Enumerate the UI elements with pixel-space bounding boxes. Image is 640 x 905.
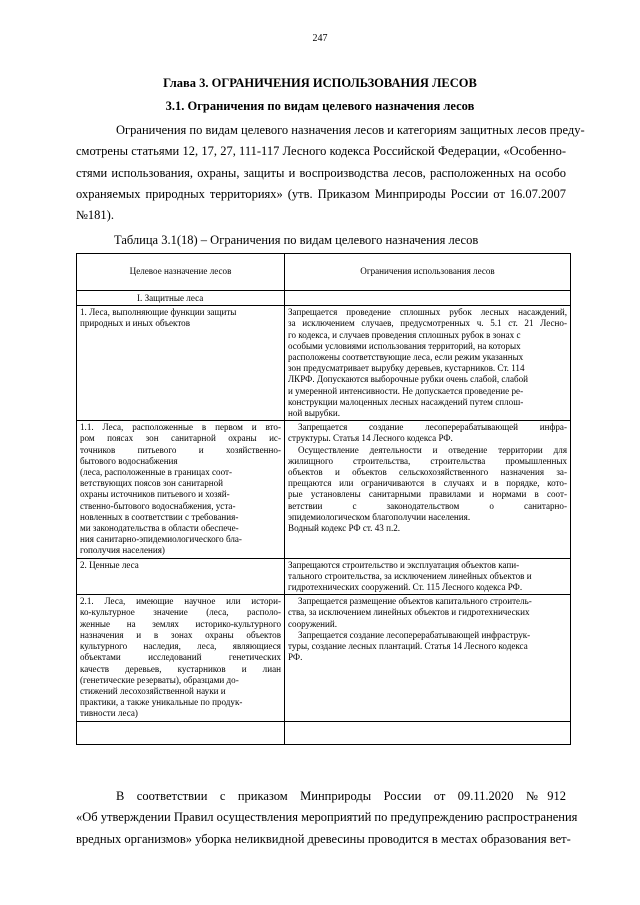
intro-line: смотрены статьями 12, 17, 27, 111-117 Лесного кодекса Российской Федерации, «Особеннo- — [76, 144, 566, 159]
cell-line: объектами исследований генетических — [80, 652, 281, 663]
cell-line: сооружений. — [288, 618, 338, 629]
purpose-cell — [77, 421, 285, 558]
table-row — [77, 306, 571, 421]
intro-line: №181). — [76, 208, 114, 223]
cell-line: точников питьевого и хозяйственно- — [80, 444, 281, 455]
group-label: I. Защитные леса — [77, 291, 285, 306]
cell-line: и умеренной интенсивности. Не допускается проведение ре- — [288, 385, 524, 396]
cell-line: стижений лесохозяйственной науки и — [80, 685, 226, 696]
cell-line: (леса, расположенные в границах соот- — [80, 467, 233, 478]
cell-line: ром поясах зон санитарной охраны ис- — [80, 433, 281, 444]
cell-line: Водный кодекс РФ ст. 43 п.2. — [288, 523, 401, 534]
cell-line: го кодекса, и случаев проведения сплошных рубок в зонах с — [288, 329, 521, 340]
outro-line: «Об утверждении Правил осуществления мероприятий по предупреждению распространения — [76, 810, 578, 825]
cell-line: тивности леса) — [80, 708, 138, 719]
limitations-table — [76, 253, 571, 745]
cell-line: культурного наследия, леса, являющиеся — [80, 641, 281, 652]
cell-line: ми законодательства в области обеспече- — [80, 523, 239, 534]
outro-paragraph — [76, 786, 578, 850]
cell-line: ко-культурное значение (леса, располо- — [80, 607, 281, 618]
cell-line: особыми условиями использования территорий, на которых — [288, 340, 521, 351]
header-limitations: Ограничения использования лесов — [285, 254, 571, 291]
intro-line: охраняемых природных территориях» (утв. Приказом Минприроды России от 16.07.2007 — [76, 186, 566, 201]
table-row — [77, 595, 571, 721]
cell-line: Осуществление деятельности и отведение территории для — [298, 444, 567, 455]
cell-line: Запрещается создание лесоперерабатывающей инфра- — [298, 422, 567, 433]
intro-paragraph — [76, 120, 585, 226]
cell-line: качеств деревьев, кустарников и лиан — [80, 663, 281, 674]
cell-line: зон предусматривает вырубку деревьев, кустарников. Ст. 114 — [288, 363, 525, 374]
cell-line: тального строительства, за исключением линейных объектов и — [288, 570, 532, 581]
cell-line: конструкции малоценных лесных насаждений путем сплош- — [288, 396, 524, 407]
table-row — [77, 421, 571, 558]
cell-line: структуры. Статья 14 Лесного кодекса РФ. — [288, 433, 453, 444]
cell-line: ветствии с законодательством о санитарно- — [288, 500, 567, 511]
cell-line: ственно-бытового водоснабжения, уста- — [80, 500, 236, 511]
chapter-title: Глава 3. ОГРАНИЧЕНИЯ ИСПОЛЬЗОВАНИЯ ЛЕСОВ — [163, 76, 477, 90]
cell-line: (генетические резерваты), образцами до- — [80, 674, 239, 685]
purpose-cell — [77, 595, 285, 721]
cell-line: женные на землях историко-культурного — [80, 618, 281, 629]
cell-line: расположены соответствующие леса, если режим указанных — [288, 352, 524, 363]
purpose-cell — [77, 558, 285, 595]
cell-line: Запрещается проведение сплошных рубок лесных насаждений, — [288, 307, 567, 318]
cell-line: жилищного строительства, строительства промышленных — [288, 455, 567, 466]
cell-line: ной вырубки. — [288, 408, 340, 419]
cell-line: туры, создание лесных плантаций. Статья 14 Лесного кодекса — [288, 641, 528, 652]
cell-line: рые установлены санитарными правилами и нормами в соот- — [288, 489, 567, 500]
cell-line: охраны источников питьевого и хозяй- — [80, 489, 230, 500]
limitation-cell — [285, 595, 571, 721]
cell-line: Запрещается создание лесоперерабатывающей инфраструк- — [298, 629, 531, 640]
outro-line: вредных организмов» уборка неликвидной древесины проводится в местах образования вет- — [76, 831, 571, 846]
outro-line: В соответствии с приказом Минприроды России от 09.11.2020 №912 — [116, 789, 566, 803]
cell-line: 2.1. Леса, имеющие научное или истори- — [80, 596, 281, 607]
table-row — [77, 558, 571, 595]
limitation-cell — [285, 421, 571, 558]
limitation-cell — [285, 306, 571, 421]
cell-line: 1.1. Леса, расположенные в первом и вто- — [80, 422, 281, 433]
cell-line: эпидемиологическом благополучии населения. — [288, 511, 471, 522]
cell-line: гидротехнических сооружений. Ст. 115 Лесного кодекса РФ. — [288, 582, 523, 593]
table-header-row — [77, 254, 571, 291]
cell-line: объектов и объектов сельскохозяйственного назначения за- — [288, 467, 567, 478]
section-title: 3.1. Ограничения по видам целевого назначения лесов — [165, 99, 475, 113]
limitation-cell — [285, 558, 571, 595]
page-number: 247 — [312, 33, 328, 44]
cell-line: природных и иных объектов — [80, 318, 191, 329]
cell-line: новленных в соответствии с требования- — [80, 511, 239, 522]
blank-cell — [77, 721, 285, 744]
cell-line: РФ. — [288, 652, 303, 663]
intro-line: Ограничения по видам целевого назначения лесов и категориям защитных лесов преду- — [116, 123, 585, 137]
cell-line: бытового водоснабжения — [80, 455, 178, 466]
group-row — [77, 291, 571, 306]
cell-line: 2. Ценные леса — [80, 559, 139, 570]
cell-line: ства, за исключением линейных объектов и гидротехнических — [288, 607, 530, 618]
group-empty-cell — [285, 291, 571, 306]
cell-line: Запрещаются строительство и эксплуатация объектов капи- — [288, 559, 520, 570]
header-purpose: Целевое назначение лесов — [77, 254, 285, 291]
cell-line: ЛКРФ. Допускаются выборочные рубки очень слабой, слабой — [288, 374, 529, 385]
table-caption: Таблица 3.1(18) – Ограничения по видам целевого назначения лесов — [114, 233, 479, 247]
purpose-cell — [77, 306, 285, 421]
cell-line: ветствующих поясов зон санитарной — [80, 478, 224, 489]
cell-line: практики, а также уникальные по продук- — [80, 697, 243, 708]
cell-line: за исключением случаев, предусмотренных ч. 5.1 ст. 21 Лесно- — [288, 318, 567, 329]
cell-line: гополучия населения) — [80, 545, 165, 556]
cell-line: назначения и в зонах охраны объектов — [80, 629, 281, 640]
cell-line: ния санитарно-эпидемиологического бла- — [80, 534, 242, 545]
cell-line: прещаются или ограничиваются в случаях и в порядке, кото- — [288, 478, 567, 489]
blank-cell — [285, 721, 571, 744]
cell-line: 1. Леса, выполняющие функции защиты — [80, 307, 237, 318]
intro-line: стями использования, охраны, защиты и воспроизводства лесов, расположенных на особо — [76, 165, 566, 180]
cell-line: Запрещается размещение объектов капитального строитель- — [298, 596, 532, 607]
blank-row — [77, 721, 571, 744]
